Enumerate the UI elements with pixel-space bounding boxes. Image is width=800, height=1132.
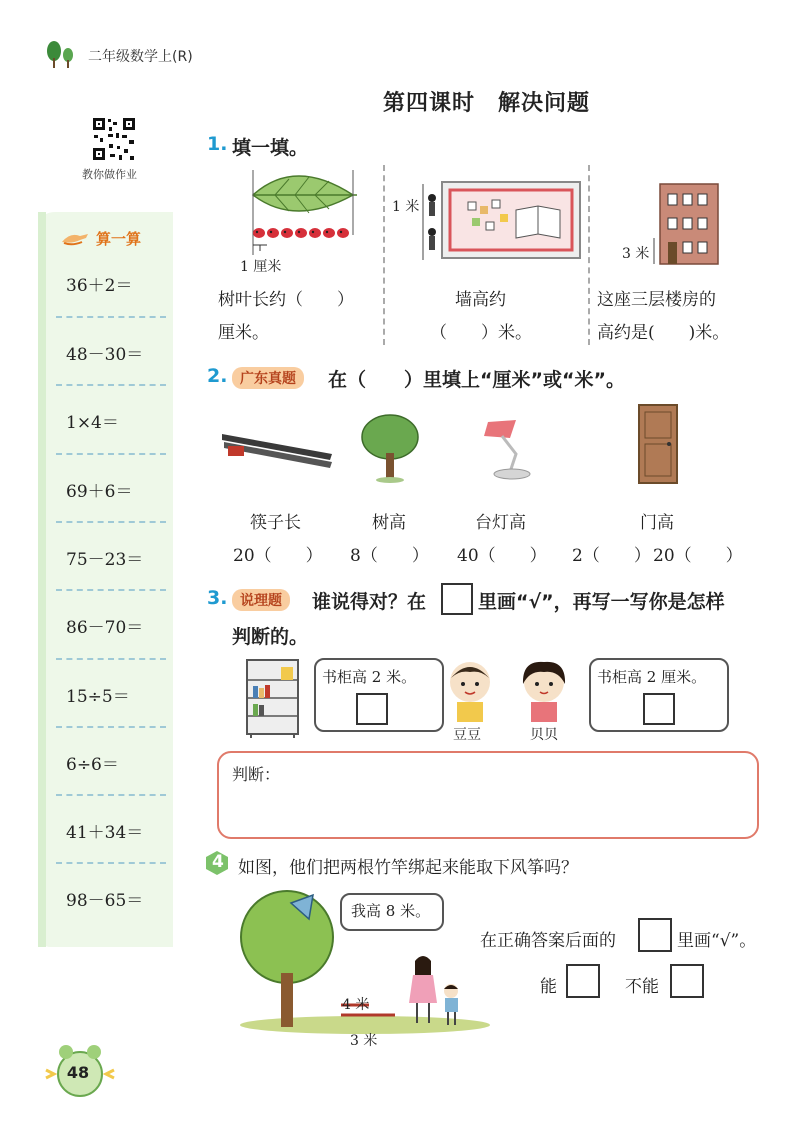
bubble-left-text: 书柜高 2 米。: [322, 668, 417, 686]
q1-building-line1: 这座三层楼房的: [597, 290, 716, 310]
q1-building-line2: 高约是( )米。: [597, 323, 730, 343]
bookcase-illustration: [245, 658, 300, 738]
divider: [56, 726, 166, 728]
leaf-unit-label: 1 厘米: [240, 259, 282, 275]
header-tree-icon: [44, 40, 80, 70]
divider: [56, 658, 166, 660]
q2-item: 台灯高: [475, 513, 526, 533]
boy-doudou-illustration: [445, 660, 495, 722]
q2-answer[interactable]: 8（ ）: [350, 546, 429, 566]
q2-answer[interactable]: 40（ ）: [457, 546, 547, 566]
divider: [56, 589, 166, 591]
checkbox-yes[interactable]: [566, 964, 600, 998]
judgement-box[interactable]: [217, 751, 759, 839]
hand-pencil-icon: [60, 228, 90, 248]
divider: [56, 794, 166, 796]
wall-board-illustration: [420, 180, 582, 262]
q2-answer[interactable]: 20（ ）: [233, 546, 323, 566]
q1-leaf-line2: 厘米。: [218, 323, 269, 343]
option-no-label: 不能: [625, 977, 659, 997]
qr-code-icon[interactable]: [91, 116, 137, 162]
q3-text-part1: 谁说得对？在: [312, 591, 427, 613]
divider: [56, 862, 166, 864]
calc-item: 36＋2＝: [66, 276, 133, 296]
divider: [56, 521, 166, 523]
q4-instr-part2: 里画“√”。: [677, 931, 757, 951]
q2-answer[interactable]: 20（ ）: [653, 546, 743, 566]
q2-answer[interactable]: 2（ ）: [572, 546, 651, 566]
calc-item: 86－70＝: [66, 618, 144, 638]
calc-item: 48－30＝: [66, 345, 144, 365]
leaf-ruler-illustration: [245, 165, 365, 255]
divider: [56, 453, 166, 455]
q2-tag: 广东真题: [232, 367, 304, 389]
pole1-label: 4 米: [342, 997, 370, 1013]
checkbox-doudou[interactable]: [356, 693, 388, 725]
q1-text: 填一填。: [232, 137, 309, 159]
q3-text-part2: 里画“√”，再写一写你是怎样: [478, 591, 725, 613]
divider: [56, 384, 166, 386]
q2-number: 2.: [207, 365, 228, 387]
qr-caption: 教你做作业: [82, 168, 137, 181]
book-title: 二年级数学上(R): [88, 49, 193, 65]
q4-number: 4: [212, 852, 224, 872]
chopsticks-illustration: [218, 420, 336, 470]
girl-beibei-illustration: [518, 660, 570, 722]
separator: [383, 165, 385, 345]
q1-wall-line1: 墙高约: [455, 290, 506, 310]
q2-item: 门高: [640, 513, 674, 533]
tree-speech: 我高 8 米。: [351, 902, 431, 920]
calc-item: 6÷6＝: [66, 755, 119, 775]
q1-leaf-line1: 树叶长约（ ）: [218, 290, 354, 310]
calc-item: 98－65＝: [66, 891, 144, 911]
page-number: 48: [66, 1063, 90, 1082]
name-doudou: 豆豆: [453, 727, 481, 743]
door-illustration: [638, 404, 678, 484]
calc-item: 41＋34＝: [66, 823, 144, 843]
divider: [56, 316, 166, 318]
q2-text: 在（ ）里填上“厘米”或“米”。: [328, 369, 625, 391]
checkbox-sample: [441, 583, 473, 615]
calc-item: 75－23＝: [66, 550, 144, 570]
checkbox-beibei[interactable]: [643, 693, 675, 725]
q2-item: 树高: [372, 513, 406, 533]
checkbox-no[interactable]: [670, 964, 704, 998]
page-title: 第四课时 解决问题: [383, 91, 591, 116]
calc-heading: 算一算: [96, 230, 142, 248]
calc-item: 15÷5＝: [66, 687, 130, 707]
judge-label: 判断：: [232, 765, 281, 784]
q3-number: 3.: [207, 587, 228, 609]
pole2-label: 3 米: [350, 1033, 378, 1049]
tree-illustration: [358, 413, 422, 483]
calc-item: 69＋6＝: [66, 482, 133, 502]
q1-number: 1.: [207, 133, 228, 155]
q3-tag: 说理题: [232, 589, 290, 611]
building-illustration: [650, 180, 720, 265]
calc-item: 1×4＝: [66, 413, 119, 433]
building-unit-label: 3 米: [622, 246, 650, 262]
name-beibei: 贝贝: [530, 727, 558, 743]
wall-unit-label: 1 米: [392, 199, 420, 215]
desk-lamp-illustration: [480, 418, 540, 480]
separator: [588, 165, 590, 345]
option-yes-label: 能: [540, 977, 557, 997]
q2-item: 筷子长: [250, 513, 301, 533]
q4-text: 如图，他们把两根竹竿绑起来能取下风筝吗？: [238, 858, 578, 878]
q3-text-line2: 判断的。: [232, 626, 309, 648]
checkbox-sample: [638, 918, 672, 952]
bubble-right-text: 书柜高 2 厘米。: [597, 668, 707, 686]
q1-wall-line2: （ ）米。: [430, 323, 532, 343]
q4-instr-part1: 在正确答案后面的: [480, 931, 616, 951]
